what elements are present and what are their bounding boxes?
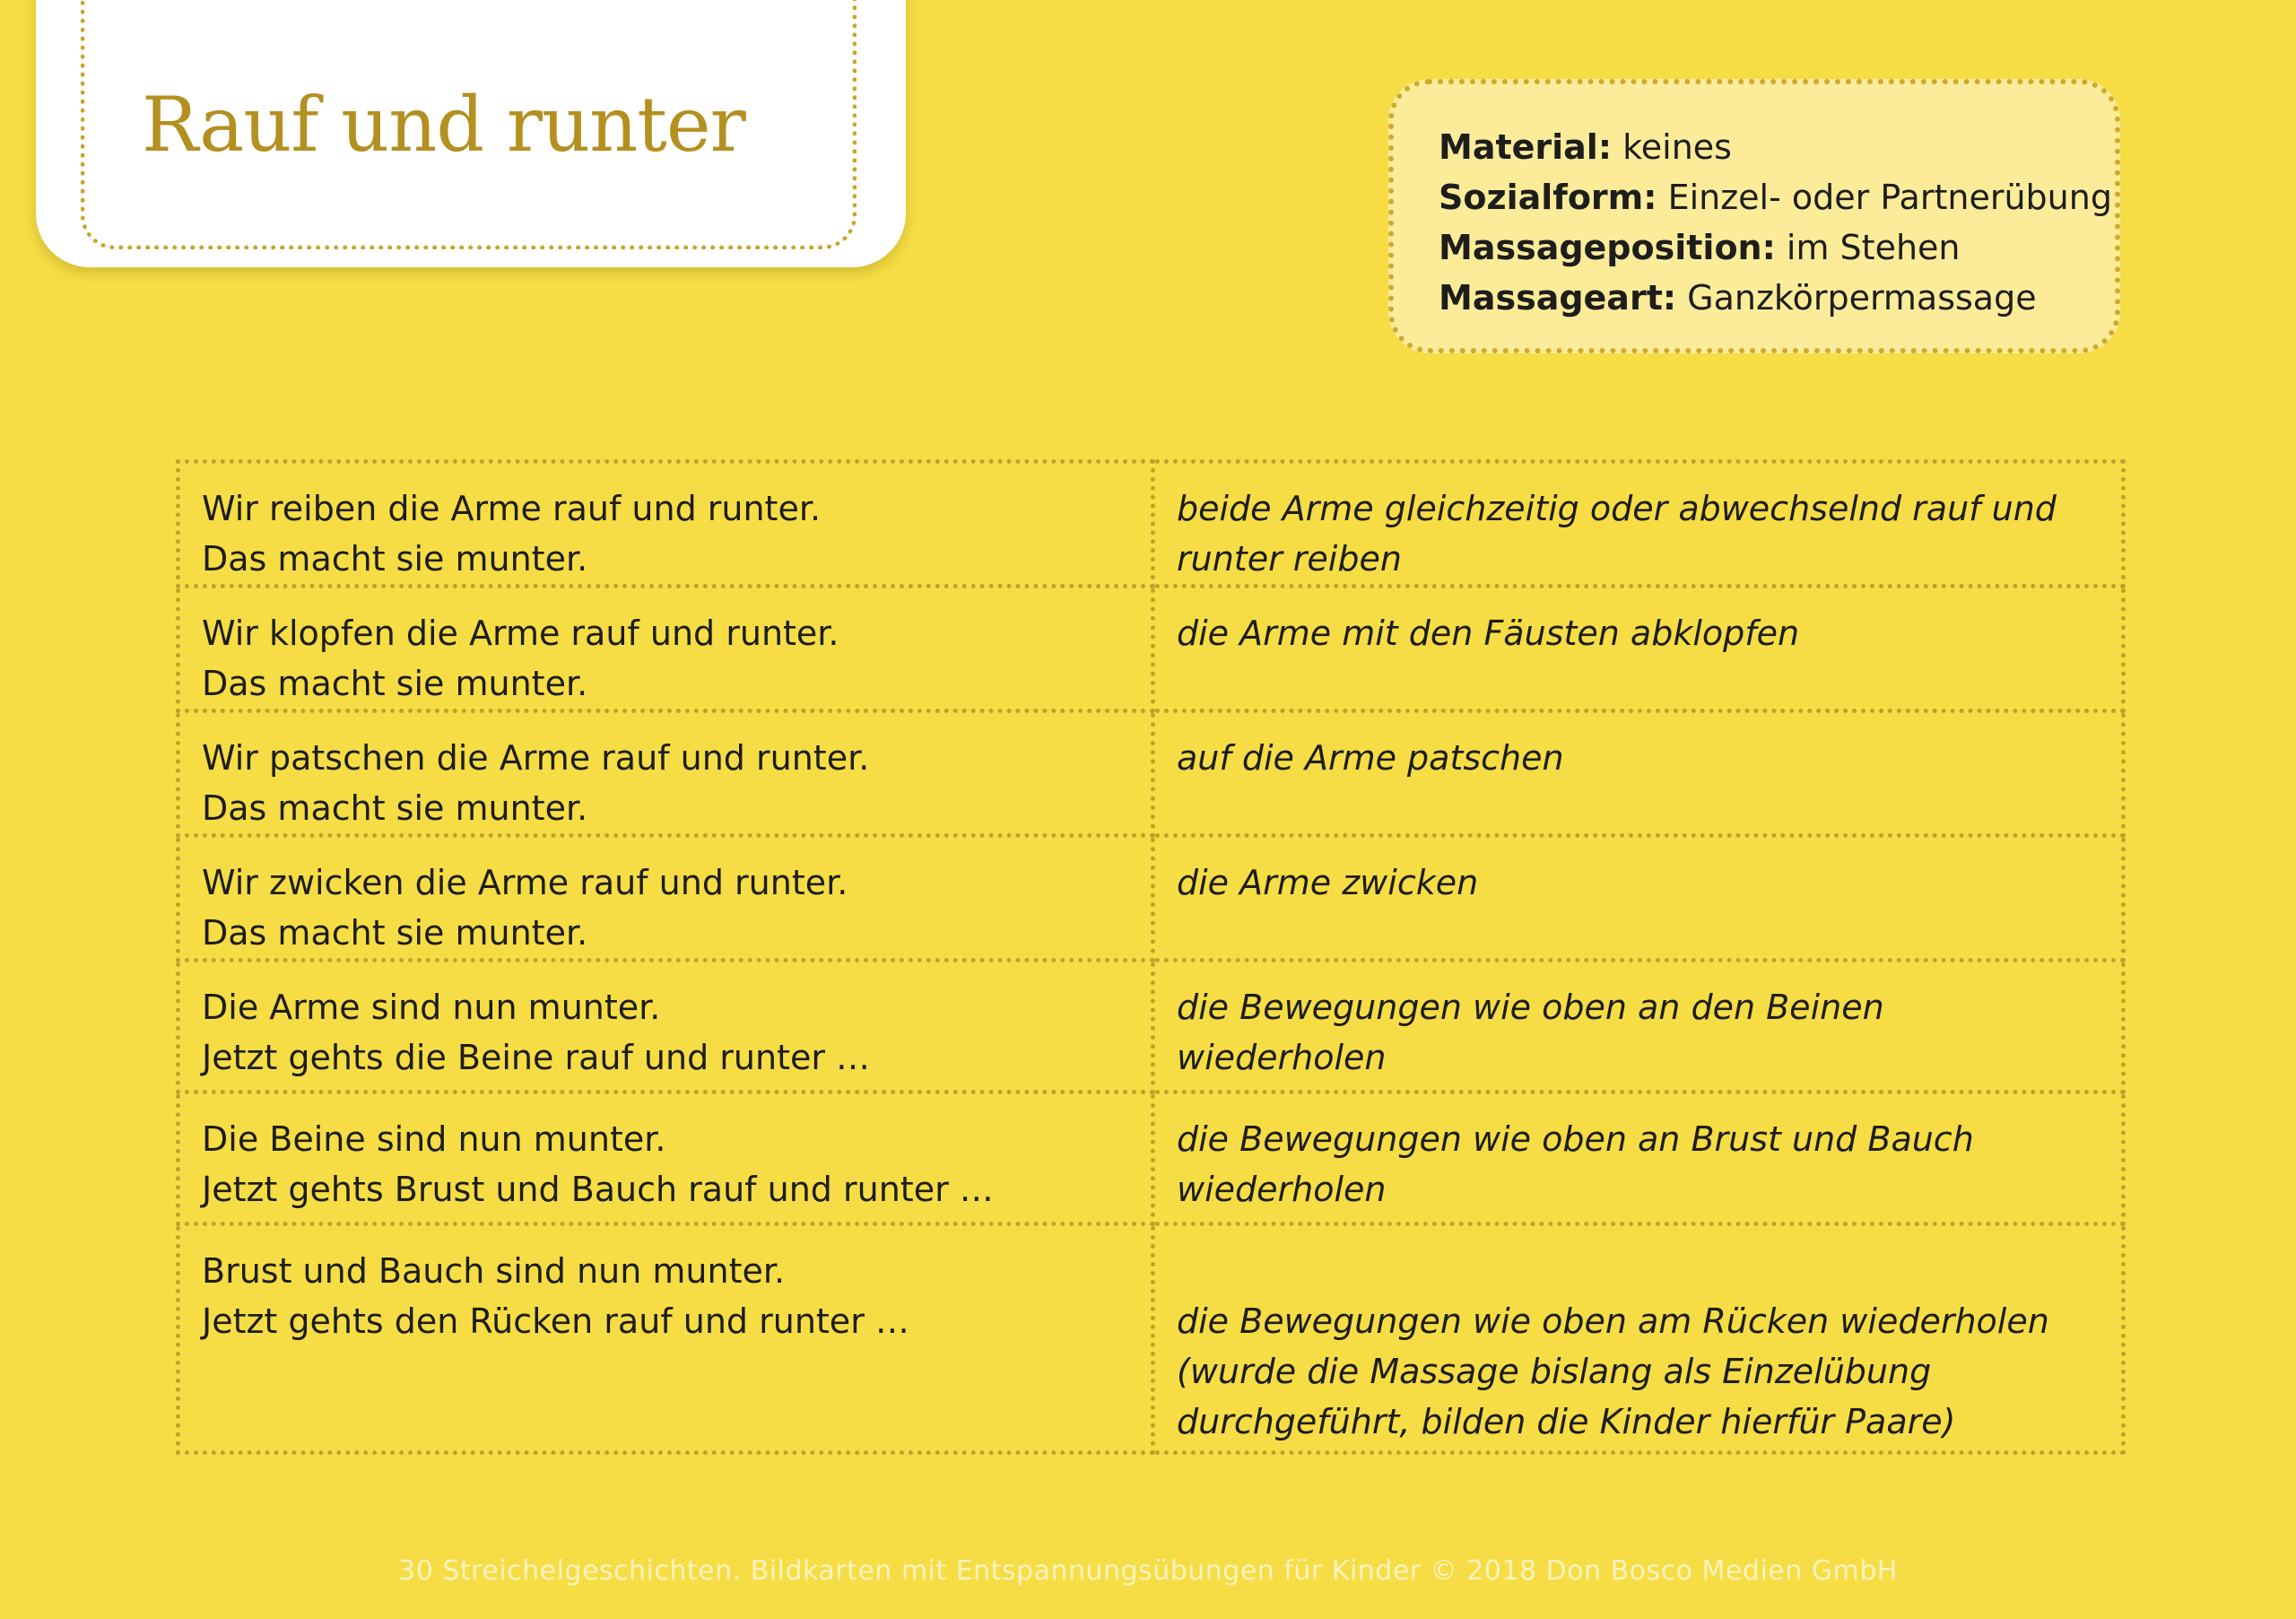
verse-cell: [178, 961, 1153, 1092]
info-value: Einzel- oder Partnerübung: [1667, 178, 2112, 217]
info-value: Ganzkörpermassage: [1687, 278, 2037, 318]
verse-cell: [178, 711, 1153, 836]
instruction-cell: [1153, 1092, 2124, 1224]
table-row: [178, 462, 2124, 587]
copyright-footer: 30 Streichelgeschichten. Bildkarten mit Entspannungsübungen für Kinder © 2018 Don Bosco Medien GmbH: [398, 1555, 1898, 1587]
info-label: Material:: [1439, 127, 1613, 167]
verse-line: Das macht sie munter.: [202, 664, 588, 703]
instruction-cell: [1153, 1224, 2124, 1453]
verse-cell: [178, 462, 1153, 587]
table-row: [178, 1092, 2124, 1224]
instruction-text: die Arme zwicken: [1177, 863, 1479, 902]
instruction-text: beide Arme gleichzeitig oder abwechselnd rauf und runter reiben: [1177, 489, 2057, 579]
verse-line: Die Arme sind nun munter.: [202, 988, 661, 1027]
verse-line: Wir zwicken die Arme rauf und runter.: [202, 863, 848, 902]
table-row: [178, 961, 2124, 1092]
info-value: keines: [1622, 127, 1732, 167]
instruction-text: die Bewegungen wie oben an Brust und Bauch wiederholen: [1177, 1119, 1974, 1209]
verse-cell: [178, 836, 1153, 961]
page-title: Rauf und runter: [142, 81, 745, 169]
info-massageart: [1439, 273, 2115, 323]
table-row: [178, 711, 2124, 836]
instruction-cell: [1153, 587, 2124, 711]
verse-line: Das macht sie munter.: [202, 788, 588, 828]
title-card: [36, 0, 906, 267]
info-sozialform: [1439, 172, 2115, 222]
info-box: [1388, 79, 2120, 353]
info-massageposition: [1439, 222, 2115, 273]
verse-line: Jetzt gehts die Beine rauf und runter …: [202, 1038, 871, 1077]
info-value: im Stehen: [1786, 228, 1961, 267]
verse-line: Brust und Bauch sind nun munter.: [202, 1251, 786, 1291]
info-label: Sozialform:: [1439, 178, 1657, 217]
verse-line: Das macht sie munter.: [202, 539, 588, 579]
info-label: Massageposition:: [1439, 228, 1776, 267]
instruction-text: die Bewegungen wie oben am Rücken wiederholen (wurde die Massage bislang als Einzelübung durchgeführt, bilden die Kinder hierfür Paare): [1177, 1301, 2049, 1441]
verse-line: Die Beine sind nun munter.: [202, 1119, 666, 1159]
instruction-cell: [1153, 836, 2124, 961]
table-row: [178, 587, 2124, 711]
instruction-cell: [1153, 462, 2124, 587]
instruction-text: die Arme mit den Fäusten abklopfen: [1177, 614, 1800, 653]
verse-line: Wir klopfen die Arme rauf und runter.: [202, 614, 839, 653]
instruction-cell: [1153, 711, 2124, 836]
instruction-text: auf die Arme patschen: [1177, 738, 1564, 778]
instruction-text: die Bewegungen wie oben an den Beinen wiederholen: [1177, 988, 1884, 1077]
verse-cell: [178, 587, 1153, 711]
verse-line: Wir patschen die Arme rauf und runter.: [202, 738, 870, 778]
verse-line: Wir reiben die Arme rauf und runter.: [202, 489, 822, 528]
verse-line: Das macht sie munter.: [202, 913, 588, 953]
instruction-cell: [1153, 961, 2124, 1092]
verse-line: Jetzt gehts Brust und Bauch rauf und runter …: [202, 1170, 994, 1209]
table-row: [178, 1224, 2124, 1453]
table-row: [178, 836, 2124, 961]
exercise-table: [176, 459, 2126, 1455]
info-label: Massageart:: [1439, 278, 1677, 318]
verse-cell: [178, 1224, 1153, 1453]
verse-line: Jetzt gehts den Rücken rauf und runter …: [202, 1301, 909, 1341]
verse-cell: [178, 1092, 1153, 1224]
info-material: [1439, 122, 2115, 172]
